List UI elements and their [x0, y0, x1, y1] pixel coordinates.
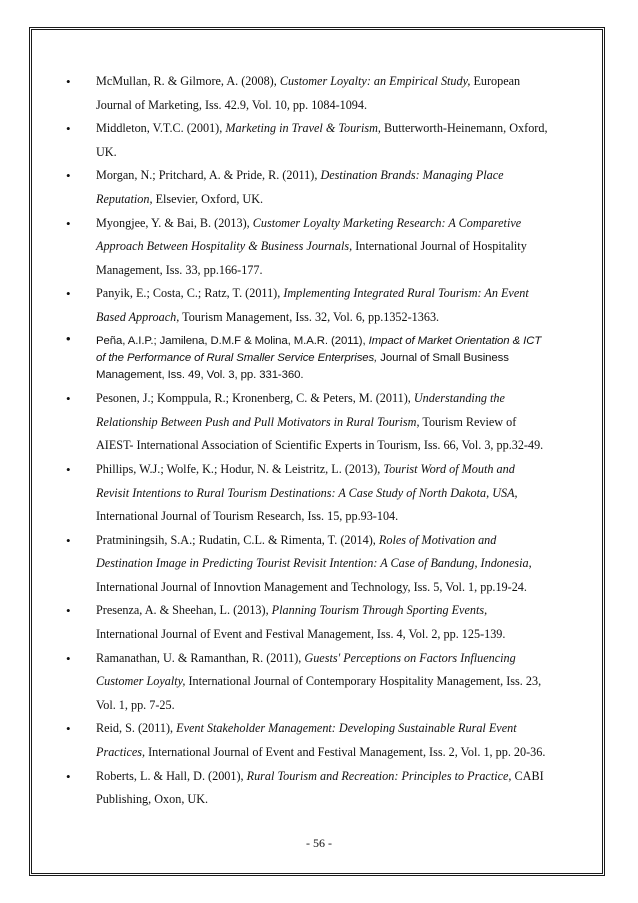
- reference-source: Tourism Review of AIEST- International Association of Scientific Experts in Tourism, Iss. 66, Vol. 3, pp.32-49.: [96, 414, 544, 453]
- reference-authors: Peña, A.I.P.; Jamilena, D.M.F & Molina, M.A.R. (2011),: [96, 334, 369, 347]
- reference-source: Tourism Management, Iss. 32, Vol. 6, pp.1352-1363.: [179, 309, 440, 324]
- reference-authors: Myongjee, Y. & Bai, B. (2013),: [96, 215, 253, 230]
- reference-item: [66, 70, 550, 117]
- reference-source: Elsevier, Oxford, UK.: [152, 191, 264, 206]
- reference-title: Customer Loyalty Marketing Research: A Comparetive Approach Between Hospitality & Business Journals,: [96, 215, 522, 254]
- reference-source: International Journal of Contemporary Hospitality Management, Iss. 23, Vol. 1, pp. 7-25.: [96, 674, 542, 712]
- reference-authors: Presenza, A. & Sheehan, L. (2013),: [96, 603, 272, 618]
- reference-title: Understanding the Relationship Between Push and Pull Motivators in Rural Tourism,: [96, 391, 505, 429]
- reference-authors: Phillips, W.J.; Wolfe, K.; Hodur, N. & Leistritz, L. (2013),: [96, 461, 384, 476]
- reference-item: [66, 717, 550, 764]
- reference-source: CABI Publishing, Oxon, UK.: [96, 768, 544, 807]
- reference-item: [66, 765, 550, 812]
- reference-title: Guests' Perceptions on Factors Influencing Customer Loyalty,: [96, 650, 516, 689]
- reference-item: [66, 458, 550, 529]
- reference-authors: Pesonen, J.; Komppula, R.; Kronenberg, C. & Peters, M. (2011),: [96, 391, 414, 406]
- reference-title: Roles of Motivation and Destination Image in Predicting Tourist Revisit Intention: A Case of Bandung, Indonesia,: [96, 532, 532, 571]
- reference-title: Event Stakeholder Management: Developing Sustainable Rural Event Practices,: [96, 721, 517, 760]
- reference-item: [66, 330, 550, 388]
- reference-source: International Journal of Innovtion Management and Technology, Iss. 5, Vol. 1, pp.19-24.: [96, 579, 527, 594]
- reference-authors: Morgan, N.; Pritchard, A. & Pride, R. (2011),: [96, 168, 321, 183]
- reference-title: Marketing in Travel & Tourism,: [225, 121, 381, 136]
- reference-source: Journal of Small Business Management, Iss. 49, Vol. 3, pp. 331-360.: [96, 351, 509, 381]
- reference-source: International Journal of Tourism Research, Iss. 15, pp.93-104.: [96, 509, 399, 524]
- reference-title: Impact of Market Orientation & ICT of the Performance of Rural Smaller Service Enterprises,: [96, 334, 542, 364]
- reference-authors: Pratminingsih, S.A.; Rudatin, C.L. & Rimenta, T. (2014),: [96, 532, 379, 547]
- reference-title: Implementing Integrated Rural Tourism: An Event Based Approach,: [96, 286, 529, 324]
- reference-authors: Roberts, L. & Hall, D. (2001),: [96, 768, 247, 783]
- reference-source: International Journal of Hospitality Management, Iss. 33, pp.166-177.: [96, 239, 527, 277]
- reference-authors: Middleton, V.T.C. (2001),: [96, 121, 226, 136]
- reference-authors: Ramanathan, U. & Ramanthan, R. (2011),: [96, 650, 305, 665]
- reference-title: Rural Tourism and Recreation: Principles to Practice,: [246, 768, 512, 783]
- reference-title: Planning Tourism Through Sporting Events,: [271, 603, 488, 618]
- reference-source: International Journal of Event and Festival Management, Iss. 2, Vol. 1, pp. 20-36.: [145, 745, 546, 760]
- reference-item: [66, 117, 550, 164]
- reference-source: Butterworth-Heinemann, Oxford, UK.: [96, 121, 548, 159]
- reference-source: European Journal of Marketing, Iss. 42.9, Vol. 10, pp. 1084-1094.: [96, 74, 521, 112]
- reference-title: Tourist Word of Mouth and Revisit Intentions to Rural Tourism Destinations: A Case Study of North Dakota, USA,: [96, 461, 518, 500]
- reference-item: [66, 212, 550, 283]
- reference-authors: Panyik, E.; Costa, C.; Ratz, T. (2011),: [96, 286, 284, 301]
- reference-item: [66, 282, 550, 329]
- reference-item: [66, 387, 550, 458]
- reference-list: [66, 70, 550, 812]
- reference-authors: McMullan, R. & Gilmore, A. (2008),: [96, 74, 280, 88]
- reference-item: [66, 599, 550, 646]
- reference-authors: Reid, S. (2011),: [96, 721, 177, 736]
- reference-item: [66, 529, 550, 600]
- reference-source: International Journal of Event and Festival Management, Iss. 4, Vol. 2, pp. 125-139.: [96, 627, 506, 642]
- reference-title: Destination Brands: Managing Place Reputation,: [96, 168, 504, 206]
- reference-item: [66, 164, 550, 211]
- reference-item: [66, 647, 550, 718]
- page-number: - 56 -: [306, 836, 332, 850]
- reference-title: Customer Loyalty: an Empirical Study,: [279, 74, 471, 88]
